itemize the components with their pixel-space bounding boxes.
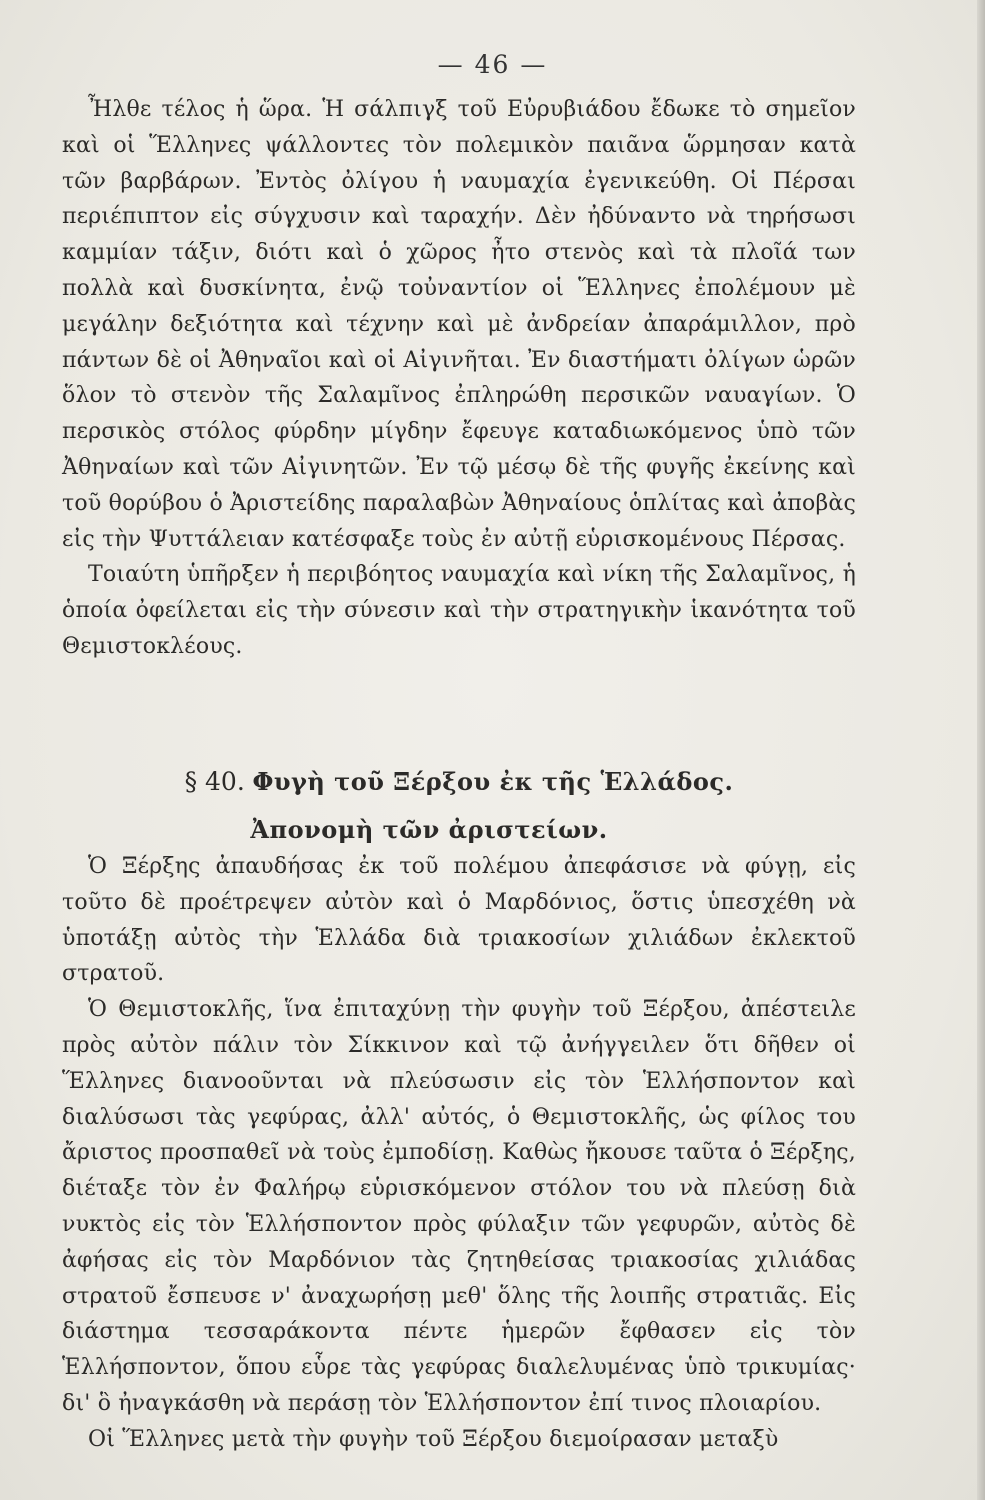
paragraph: Ἦλθε τέλος ἡ ὥρα. Ἡ σάλπιγξ τοῦ Εὐρυβιάδου ἔδωκε τὸ σημεῖον καὶ οἱ Ἕλληνες ψάλλοντες τὸν πολεμικὸν παιᾶνα ὥρμησαν κατὰ τῶν βαρβάρων. Ἐντὸς ὀλίγου ἡ ναυμαχία ἐγενικεύθη. Οἱ Πέρσαι περιέπιπτον εἰς σύγχυσιν καὶ ταραχήν. Δὲν ἠδύναντο νὰ τηρήσωσι καμμίαν τάξιν, διότι καὶ ὁ χῶρος ἦτο στενὸς καὶ τὰ πλοῖά των πολλὰ καὶ δυσκίνητα, ἐνῷ τοὐναντίον οἱ Ἕλληνες ἐπολέμουν μὲ μεγάλην δεξιότητα καὶ τέχνην καὶ μὲ ἀνδρείαν ἀπαράμιλλον, πρὸ πάντων δὲ οἱ Ἀθηναῖοι καὶ οἱ Αἰγινῆται. Ἐν διαστήματι ὀλίγων ὡρῶν ὅλον τὸ στενὸν τῆς Σαλαμῖνος ἐπληρώθη περσικῶν ναυαγίων. Ὁ περσικὸς στόλος φύρδην μίγδην ἔφευγε καταδιωκόμενος ὑπὸ τῶν Ἀθηναίων καὶ τῶν Αἰγινητῶν. Ἐν τῷ μέσῳ δὲ τῆς φυγῆς ἐκείνης καὶ τοῦ θορύβου ὁ Ἀριστείδης παραλαβὼν Ἀθηναίους ὁπλίτας καὶ ἀποβὰς εἰς τὴν Ψυττάλειαν κατέσφαξε τοὺς ἐν αὐτῇ εὑρισκομένους Πέρσας. — [62, 97, 856, 552]
paragraph: Οἱ Ἕλληνες μετὰ τὴν φυγὴν τοῦ Ξέρξου διεμοίρασαν μεταξὺ — [88, 1426, 779, 1452]
section-subtitle: Ἀπονομὴ τῶν ἀριστείων. — [250, 815, 608, 844]
paragraph: Ὁ Ξέρξης ἀπαυδήσας ἐκ τοῦ πολέμου ἀπεφάσισε νὰ φύγῃ, εἰς τοῦτο δὲ προέτρεψεν αὐτὸν καὶ ὁ Μαρδόνιος, ὅστις ὑπεσχέθη νὰ ὑποτάξῃ αὐτὸς τὴν Ἑλλάδα διὰ τριακοσίων χιλιάδων ἐκλεκτοῦ στρατοῦ. — [62, 854, 856, 987]
paragraph: Τοιαύτη ὑπῆρξεν ἡ περιβόητος ναυμαχία καὶ νίκη τῆς Σαλαμῖνος, ἡ ὁποία ὀφείλεται εἰς τὴν σύνεσιν καὶ τὴν στρατηγικὴν ἱκανότητα τοῦ Θεμιστοκλέους. — [62, 562, 856, 659]
page-number: — 46 — — [437, 50, 548, 79]
page-edge-shadow — [977, 0, 985, 1500]
section-heading-line-1 — [62, 758, 856, 806]
section-number: § 40. — [184, 767, 245, 796]
section-heading — [62, 758, 856, 854]
section-title: Φυγὴ τοῦ Ξέρξου ἐκ τῆς Ἑλλάδος. — [252, 767, 734, 796]
body-text-section-a — [62, 92, 856, 665]
body-text-section-b — [62, 849, 856, 1458]
paragraph: Ὁ Θεμιστοκλῆς, ἵνα ἐπιταχύνῃ τὴν φυγὴν τοῦ Ξέρξου, ἀπέστειλε πρὸς αὐτὸν πάλιν τὸν Σίκκινον καὶ τῷ ἀνήγγειλεν ὅτι δῆθεν οἱ Ἕλληνες διανοοῦνται νὰ πλεύσωσιν εἰς τὸν Ἑλλήσποντον καὶ διαλύσωσι τὰς γεφύρας, ἀλλ' αὐτός, ὁ Θεμιστοκλῆς, ὡς φίλος του ἄριστος προσπαθεῖ νὰ τοὺς ἐμποδίσῃ. Καθὼς ἤκουσε ταῦτα ὁ Ξέρξης, διέταξε τὸν ἐν Φαλήρῳ εὑρισκόμενον στόλον του νὰ πλεύσῃ διὰ νυκτὸς εἰς τὸν Ἑλλήσποντον πρὸς φύλαξιν τῶν γεφυρῶν, αὐτὸς δὲ ἀφήσας εἰς τὸν Μαρδόνιον τὰς ζητηθείσας τριακοσίας χιλιάδας στρατοῦ ἔσπευσε ν' ἀναχωρήσῃ μεθ' ὅλης τῆς λοιπῆς στρατιᾶς. Εἰς διάστημα τεσσαράκοντα πέντε ἡμερῶν ἔφθασεν εἰς τὸν Ἑλλήσποντον, ὅπου εὗρε τὰς γεφύρας διαλελυμένας ὑπὸ τρικυμίας· δι' ὃ ἠναγκάσθη νὰ περάσῃ τὸν Ἑλλήσποντον ἐπί τινος πλοιαρίου. — [62, 997, 856, 1416]
